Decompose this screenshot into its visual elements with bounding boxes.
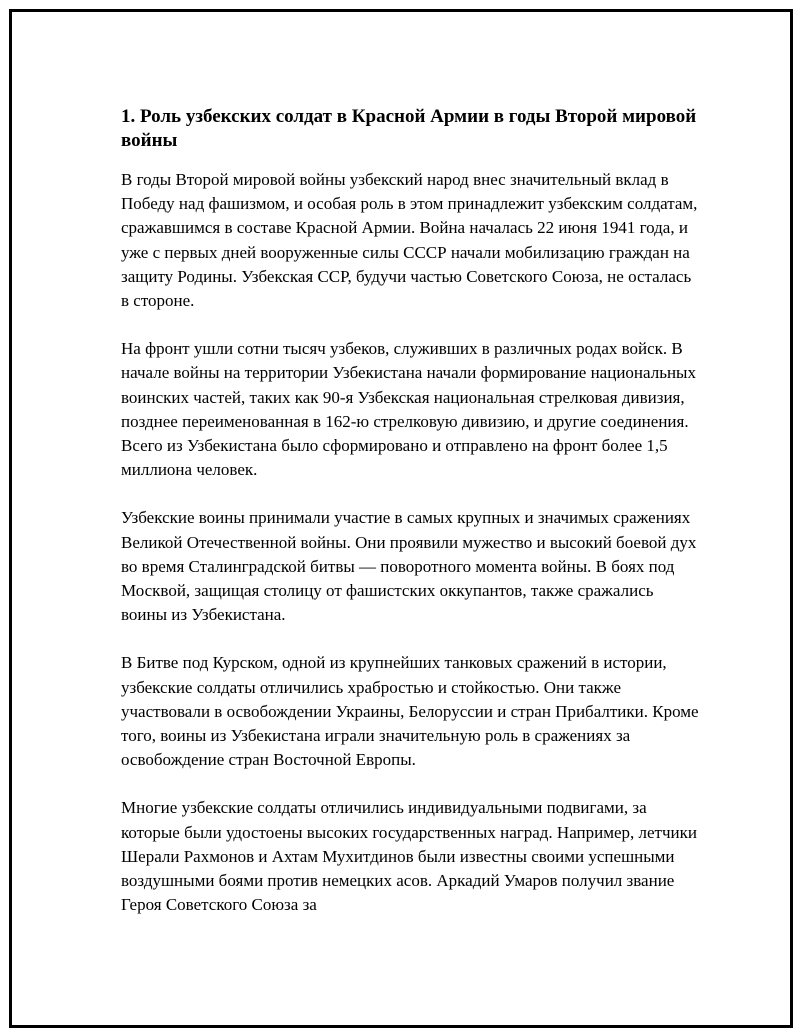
page-frame	[9, 9, 793, 1028]
paragraph: На фронт ушли сотни тысяч узбеков, служивших в различных родах войск. В начале войны на территории Узбекистана начали формирование национальных воинских частей, таких как 90-я Узбекская национальная стрелковая дивизия, позднее переименованная в 162-ю стрелковую дивизию, и другие соединения. Всего из Узбекистана было сформировано и отправлено на фронт более 1,5 миллиона человек.	[121, 339, 696, 480]
paragraph: Узбекские воины принимали участие в самых крупных и значимых сражениях Великой Отечественной войны. Они проявили мужество и высокий боевой дух во время Сталинградской битвы — поворотного момента войны. В боях под Москвой, защищая столицу от фашистских оккупантов, также сражались воины из Узбекистана.	[121, 508, 697, 625]
section-heading: 1. Роль узбекских солдат в Красной Армии в годы Второй мировой войны	[121, 106, 697, 151]
paragraph: Многие узбекские солдаты отличились индивидуальными подвигами, за которые были удостоены высоких государственных наград. Например, летчики Шерали Рахмонов и Ахтам Мухитдинов были известны своими успешными воздушными боями против немецких асов. Аркадий Умаров получил звание Героя Советского Союза за	[121, 798, 697, 915]
paragraph: В Битве под Курском, одной из крупнейших танковых сражений в истории, узбекские солдаты отличились храбростью и стойкостью. Они также участвовали в освобождении Украины, Белоруссии и стран Прибалтики. Кроме того, воины из Узбекистана играли значительную роль в сражениях за освобождение стран Восточной Европы.	[121, 653, 699, 770]
document-body	[121, 105, 701, 941]
paragraph: В годы Второй мировой войны узбекский народ внес значительный вклад в Победу над фашизмом, и особая роль в этом принадлежит узбекским солдатам, сражавшимся в составе Красной Армии. Война началась 22 июня 1941 года, и уже с первых дней вооруженные силы СССР начали мобилизацию граждан на защиту Родины. Узбекская ССР, будучи частью Советского Союза, не осталась в стороне.	[121, 170, 698, 311]
